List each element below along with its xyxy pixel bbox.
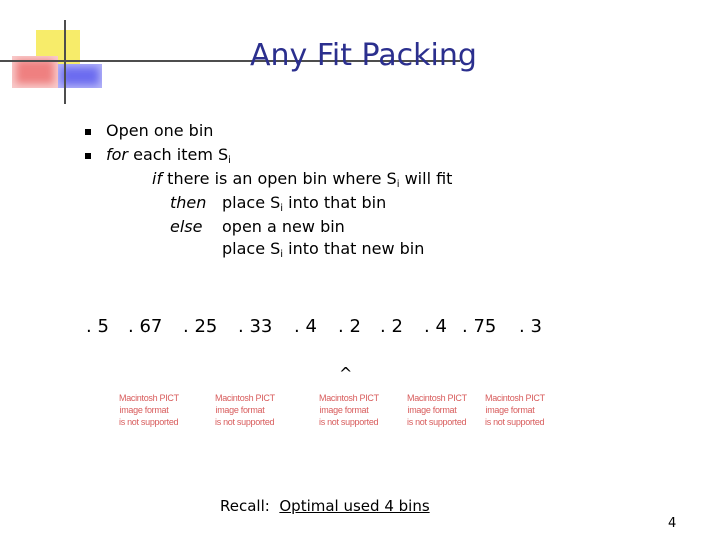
bin-image-placeholder: Macintosh PICT image format is not supported [119, 393, 179, 427]
step-then-action: place $S_i$ into that bin [222, 193, 387, 214]
item-size: . 67 [128, 316, 163, 337]
bin-image-placeholder: Macintosh PICT image format is not supported [485, 393, 545, 427]
recall-note: Recall: Optimal used 4 bins [220, 497, 430, 515]
item-size: . 2 [380, 316, 403, 337]
item-size: . 75 [462, 316, 497, 337]
bullet-icon [85, 153, 91, 159]
step-for-each-item: for each item $S_i$ [106, 145, 231, 166]
step-else-action: open a new bin [222, 217, 345, 236]
item-size: . 25 [183, 316, 218, 337]
page-number: 4 [668, 516, 677, 531]
bin-image-placeholder: Macintosh PICT image format is not supported [215, 393, 275, 427]
step-if-condition: if there is an open bin where $S_i$ will fit [152, 169, 453, 190]
current-item-caret: ^ [339, 364, 353, 383]
item-size: . 5 [86, 316, 109, 337]
item-size: . 4 [424, 316, 447, 337]
bin-image-placeholder: Macintosh PICT image format is not supported [407, 393, 467, 427]
step-open-one-bin: Open one bin [106, 121, 214, 140]
item-size: . 33 [238, 316, 273, 337]
item-size: . 4 [294, 316, 317, 337]
bin-image-placeholder: Macintosh PICT image format is not supported [319, 393, 379, 427]
bullet-icon [85, 129, 91, 135]
slide-title: Any Fit Packing [250, 38, 477, 73]
item-size: . 3 [519, 316, 542, 337]
decor-vertical-line [64, 20, 66, 104]
item-size: . 2 [338, 316, 361, 337]
step-then-keyword: then [170, 193, 207, 212]
step-else-keyword: else [170, 217, 203, 236]
step-place-new-bin: place $S_i$ into that new bin [222, 239, 425, 260]
